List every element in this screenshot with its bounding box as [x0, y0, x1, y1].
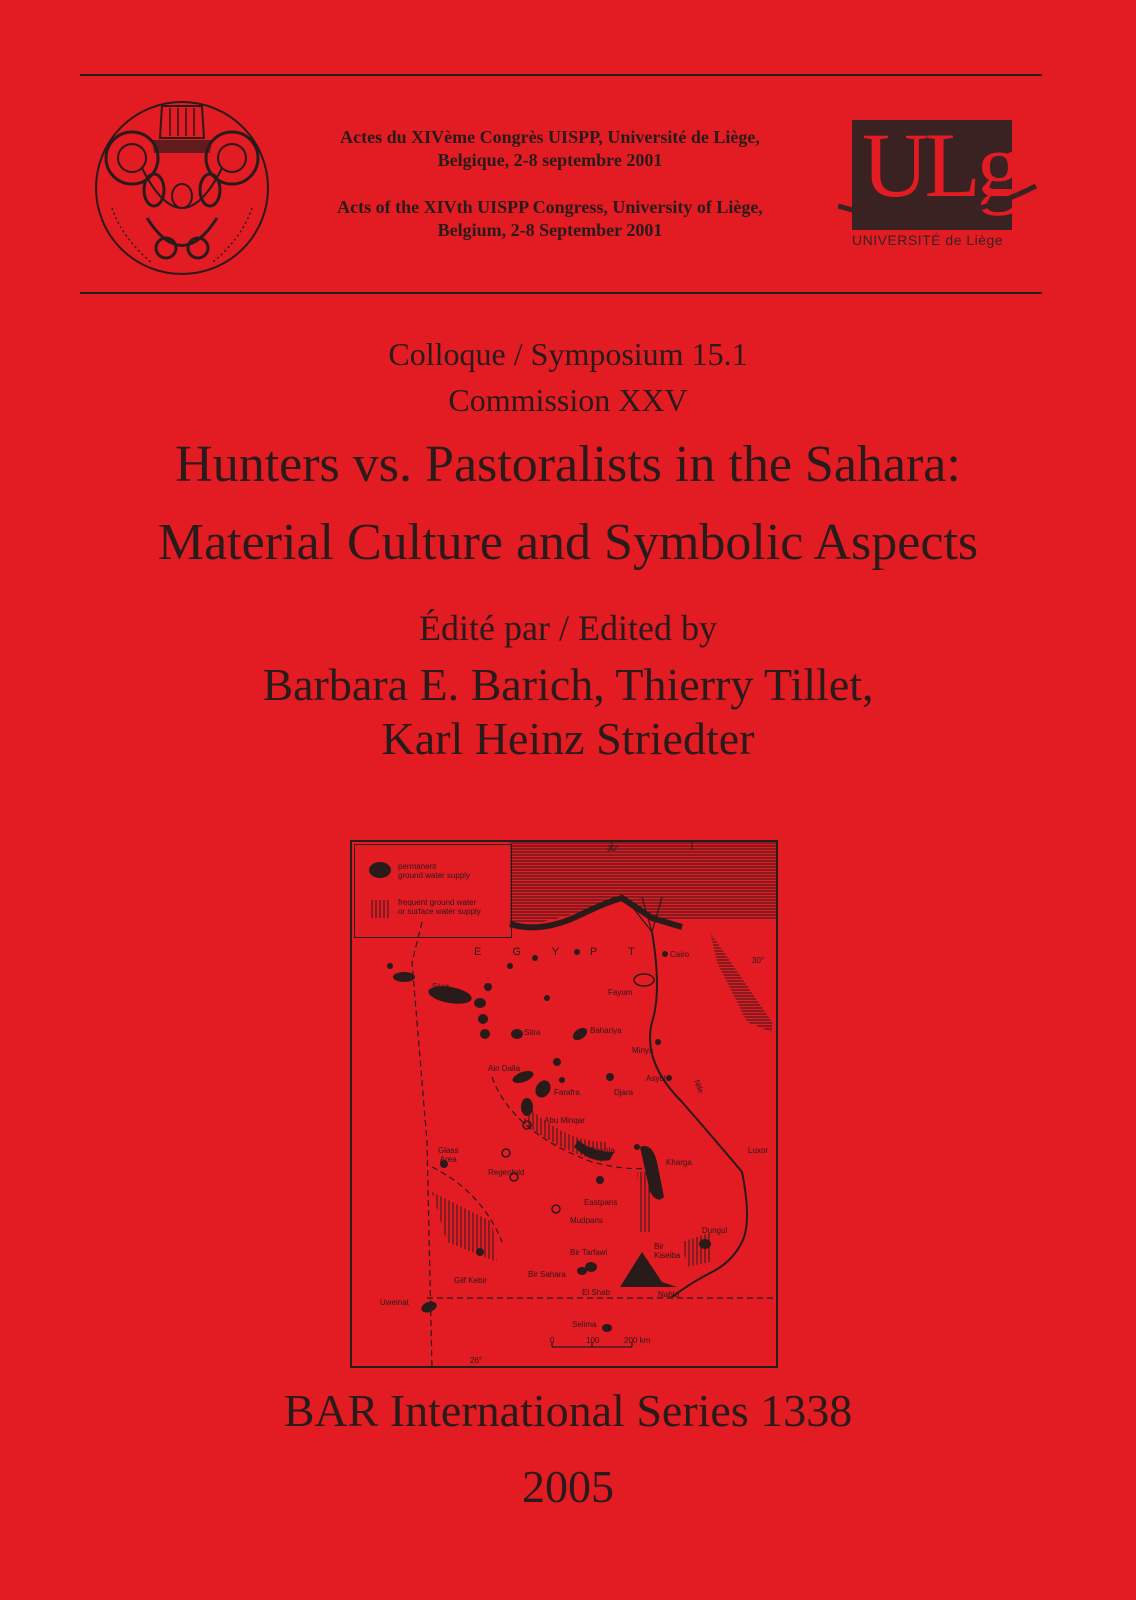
- scale-100: 100: [586, 1336, 600, 1345]
- place-luxor: Luxor: [748, 1146, 769, 1155]
- place-nile: Nile: [692, 1078, 706, 1095]
- place-nabta: Nabta: [658, 1290, 680, 1299]
- congress-info: [290, 126, 810, 242]
- legend-frequent: frequent ground water or surface water supply: [398, 898, 481, 916]
- scale-0: 0: [550, 1336, 555, 1345]
- egypt-map: [350, 840, 778, 1368]
- place-bir-kiseiba: Bir Kiseiba: [654, 1242, 681, 1260]
- place-kharga: Kharga: [666, 1158, 692, 1167]
- lat-top: 30°: [607, 844, 620, 853]
- place-eastpans: Eastpans: [584, 1198, 618, 1207]
- place-siwa: Siwa: [432, 982, 450, 991]
- map-legend: [354, 844, 512, 938]
- ram-head-emblem: [92, 98, 272, 278]
- place-djara: Djara: [614, 1088, 634, 1097]
- place-sitra: Sitra: [524, 1028, 541, 1037]
- place-dungul: Dungul: [702, 1226, 728, 1235]
- place-bir-tarfawi: Bir Tarfawi: [570, 1248, 608, 1257]
- congress-en-line2: Belgium, 2-8 September 2001: [437, 220, 663, 240]
- bottom-rule: [80, 292, 1042, 294]
- place-ain-dalla: Ain Dalla: [488, 1064, 521, 1073]
- lat-right: 30°: [752, 956, 765, 965]
- colloque-line: Colloque / Symposium 15.1: [388, 336, 748, 372]
- place-farafra: Farafra: [554, 1088, 580, 1097]
- edited-by: Édité par / Edited by: [419, 608, 717, 648]
- place-regenfeld: Regenfeld: [488, 1168, 525, 1177]
- editors-line2: Karl Heinz Striedter: [381, 713, 755, 764]
- place-bahariya: Bahariya: [590, 1026, 622, 1035]
- congress-fr-line2: Belgique, 2-8 septembre 2001: [437, 150, 663, 170]
- place-asyut: Asyut: [646, 1074, 667, 1083]
- ulg-logo-text: ULg: [862, 114, 1019, 216]
- top-rule: [80, 74, 1042, 76]
- congress-en-line1: Acts of the XIVth UISPP Congress, University of Liège,: [337, 197, 763, 217]
- publication-year: 2005: [522, 1461, 614, 1512]
- congress-fr-line1: Actes du XIVème Congrès UISPP, Université de Liège,: [340, 127, 760, 147]
- place-minya: Minya: [632, 1046, 654, 1055]
- place-gilf-kebir: Gilf Kebir: [454, 1276, 487, 1285]
- place-el-shab: El Shab: [582, 1288, 611, 1297]
- place-abu-minqar: Abu Minqar: [544, 1116, 585, 1125]
- long-bottom: 26°: [470, 1356, 483, 1365]
- ulg-swoosh-icon: [838, 176, 1038, 236]
- series-line: BAR International Series 1338: [283, 1385, 853, 1436]
- book-title-line1: Hunters vs. Pastoralists in the Sahara:: [175, 436, 961, 493]
- ulg-logo: [838, 114, 1038, 250]
- place-uweinat: Uweinat: [380, 1298, 409, 1307]
- place-mudpans: Mudpans: [570, 1216, 603, 1225]
- commission-line: Commission XXV: [448, 382, 688, 418]
- ulg-subtitle: UNIVERSITÉ de Liège: [852, 232, 1004, 248]
- place-bir-sahara: Bir Sahara: [528, 1270, 566, 1279]
- editors-line1: Barbara E. Barich, Thierry Tillet,: [262, 659, 874, 710]
- book-title-line2: Material Culture and Symbolic Aspects: [157, 514, 979, 571]
- place-dakhla: Dakhla: [590, 1146, 615, 1155]
- country-label: E G Y P T: [474, 946, 649, 958]
- legend-permanent: permanent ground water supply: [398, 862, 471, 880]
- scale-200: 200 km: [624, 1336, 651, 1345]
- place-fayum: Fayum: [608, 988, 633, 997]
- place-cairo: Cairo: [670, 950, 690, 959]
- place-glass-area: Glass Area: [438, 1146, 459, 1164]
- place-selima: Selima: [572, 1320, 597, 1329]
